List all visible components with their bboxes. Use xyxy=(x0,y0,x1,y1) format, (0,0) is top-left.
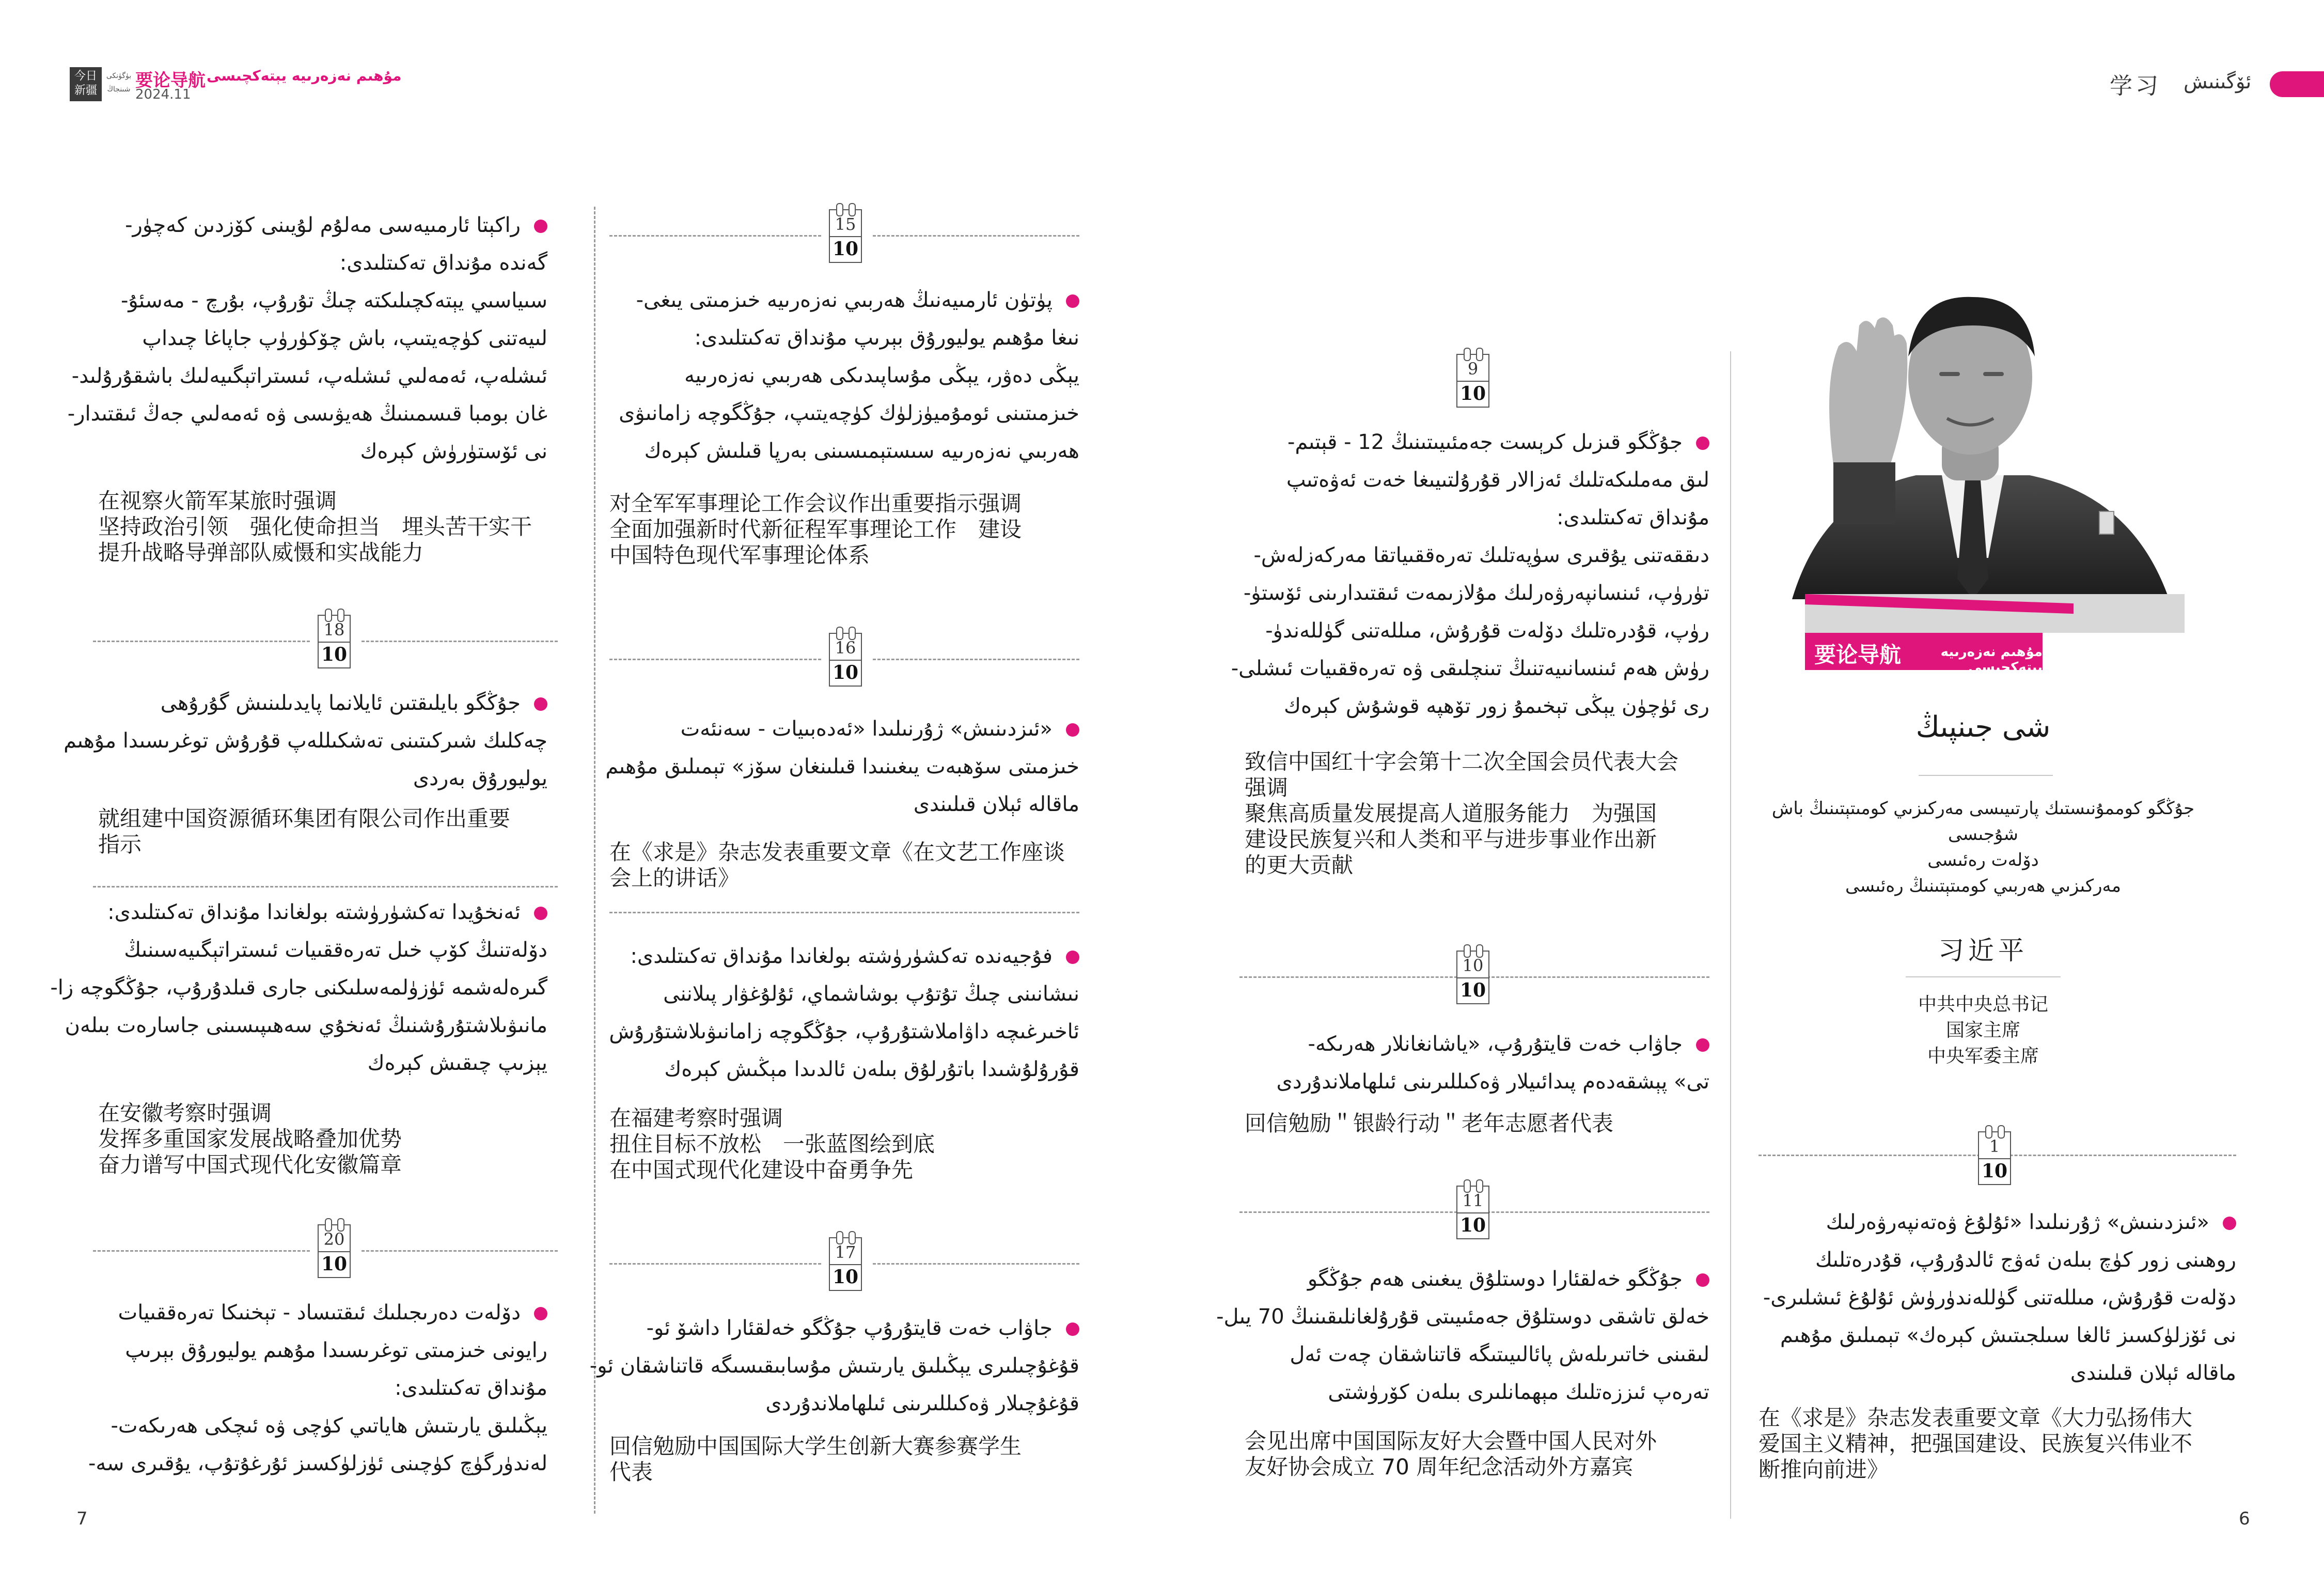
magazine-logo xyxy=(70,67,102,101)
calendar-month: 1 xyxy=(1989,1136,2000,1156)
zh-line: 发挥多重国家发展战略叠加优势 xyxy=(98,1126,402,1151)
ug-line: دۆلەت دەرىجىلىك ئىقتىساد - تېخنىكا تەرەققىيات xyxy=(118,1301,521,1325)
zh-line: 聚焦高质量发展提高人道服务能力 为强国 xyxy=(1245,801,1657,826)
calendar-month: 11 xyxy=(1462,1191,1484,1210)
zh-line: 回信勉励中国国际大学生创新大赛参赛学生 xyxy=(609,1434,1022,1459)
entry-ug-text xyxy=(1216,1260,1709,1411)
ug-line: نىغا مۇھىم يوليورۇق بېرىپ مۇنداق تەكىتلىدى: xyxy=(694,326,1079,350)
entry-zh-text xyxy=(609,1106,1079,1183)
ug-line: چەكلىك شىركىتىنى تەشكىللەپ قۇرۇش توغرىسىدا مۇھىم xyxy=(64,729,547,753)
zh-line: 全面加强新时代新征程军事理论工作 建设 xyxy=(609,517,1022,542)
ug-line: خىزمىتىنى ئومۇميۈزلۈك كۈچەيتىپ، جۇڭگوچە زامانىۋى xyxy=(619,401,1079,425)
entry-ug-text xyxy=(50,894,547,1082)
calendar-day: 10 xyxy=(1457,1212,1488,1236)
date-calendar-icon xyxy=(1456,354,1489,408)
entry-zh-text xyxy=(98,488,553,566)
entry-ug-text xyxy=(64,684,547,798)
zh-line: 就组建中国资源循环集团有限公司作出重要 xyxy=(98,806,511,831)
entry-zh-text xyxy=(609,839,1079,891)
bullet-dot xyxy=(1066,294,1079,308)
ug-line: نى ئۆستۈرۈش كېرەك xyxy=(360,440,547,463)
zh-line: 友好协会成立 70 周年纪念活动外方嘉宾 xyxy=(1245,1454,1634,1480)
zh-line: 代表 xyxy=(609,1459,653,1485)
bullet-dot xyxy=(1066,1322,1079,1336)
zh-line: 奋力谱写中国式现代化安徽篇章 xyxy=(98,1152,402,1177)
date-calendar-icon xyxy=(829,633,862,687)
ug-line: جۇڭگو خەلقئارا دوستلۇق يىغىنى ھەم جۇڭگو xyxy=(1307,1267,1683,1291)
ug-line: لىيەتنى كۈچەيتىپ، باش چۆكۈرۈپ جاپاغا چىداپ xyxy=(142,326,547,350)
bullet-dot xyxy=(1066,951,1079,964)
title-zh-line: 国家主席 xyxy=(1945,1020,2020,1041)
ug-line: فۇجيەندە تەكشۈرۈشتە بولغاندا مۇنداق تەكىتلىدى: xyxy=(630,944,1053,968)
ug-line: مانىۋىلاشتۇرۇشنىڭ ئەنخۇي سەھىپىسىنى جاسارەت بىلەن xyxy=(65,1014,547,1037)
zh-line: 回信勉励＂银龄行动＂老年志愿者代表 xyxy=(1245,1111,1614,1136)
date-calendar-icon xyxy=(1456,951,1489,1004)
zh-line: 建设民族复兴和人类和平与进步事业作出新 xyxy=(1245,827,1657,852)
entry-separator xyxy=(609,235,821,237)
entry-ug-text xyxy=(609,938,1079,1088)
name-zh-underline xyxy=(1906,976,2061,977)
bullet-dot xyxy=(2223,1217,2236,1230)
ug-line: راكېتا ئارمىيەسى مەلۇم لۇيىنى كۆزدىن كەچۈر- xyxy=(125,213,521,237)
bullet-dot xyxy=(534,220,547,233)
ug-line: يېڭىلىق يارىتىش ھاياتىي كۈچى ۋە ئىچكى ھەرىكەت- xyxy=(111,1414,547,1438)
ug-line: جاۋاب خەت قايتۇرۇپ جۇڭگو خەلقئارا داشۆ ئو- xyxy=(646,1316,1053,1340)
bullet-dot xyxy=(1066,723,1079,737)
section-title-ug: مۇھىم نەزەرىيە يېتەكچىسى xyxy=(207,67,402,84)
calendar-day: 10 xyxy=(319,642,350,665)
calendar-month: 16 xyxy=(835,638,856,658)
ug-line: تى» پېشقەدەم پىدائىيلار ۋەكىللىرىنى ئىلھاملاندۇردى xyxy=(1276,1070,1709,1094)
entry-ug-text xyxy=(1231,424,1709,725)
right-header-tab xyxy=(2270,71,2324,97)
ug-line: دۆلەتنىڭ كۆپ خىل تەرەققىيات ئىستراتېگىيەسىنىڭ xyxy=(124,938,547,962)
calendar-month: 20 xyxy=(323,1229,345,1249)
date-calendar-icon xyxy=(318,1224,351,1278)
zh-line: 对全军军事理论工作会议作出重要指示强调 xyxy=(609,491,1022,516)
leader-name-zh: 习近平 xyxy=(1938,936,2028,966)
ug-line: ماقالە ئېلان قىلىندى xyxy=(2070,1361,2236,1385)
leader-title-zh xyxy=(1854,992,2112,1069)
entry-separator xyxy=(93,641,310,642)
ug-line: غان بومبا قىسمىنىڭ ھەيۋىسى ۋە ئەمەلىي جەڭ ئىقتىدار- xyxy=(67,402,547,426)
zh-line: 在安徽考察时强调 xyxy=(98,1100,272,1126)
entry-zh-text xyxy=(609,1434,1079,1485)
calendar-month: 9 xyxy=(1467,359,1479,379)
entry-separator xyxy=(609,1263,821,1265)
ug-line: «ئىزدىنىش» ژۇرنىلىدا «ئەدەبىيات - سەنئەت xyxy=(680,717,1053,741)
ug-line: قۇرۇلۇشىدا باتۇرلۇق بىلەن ئالدىدا مېڭىش كېرەك xyxy=(664,1057,1079,1081)
ug-line: رى ئۈچۈن يېڭى تېخىمۇ زور تۆھپە قوشۇش كېرەك xyxy=(1284,694,1709,718)
ug-line: رايونى خىزمىتى توغرىسىدا مۇھىم يوليورۇق بېرىپ xyxy=(125,1338,547,1362)
title-zh-line: 中央军委主席 xyxy=(1927,1046,2039,1067)
zh-line: 在视察火箭军某旅时强调 xyxy=(98,488,337,513)
entry-separator xyxy=(93,1250,310,1252)
banner-zh: 要论导航 xyxy=(1814,642,1902,667)
bullet-dot xyxy=(1696,1038,1709,1052)
ug-line: قۇغۇچىلىرى يېڭىلىق يارىتىش مۇسابىقىسىگە قاتناشقان ئو- xyxy=(589,1354,1079,1378)
ug-line: خىزمىتى سۆھبەت يىغىنىدا قىلىنغان سۆز» تېمىلىق مۇھىم xyxy=(605,755,1079,779)
entry-separator xyxy=(362,641,558,642)
bullet-dot xyxy=(1696,1273,1709,1287)
calendar-day: 10 xyxy=(1457,977,1488,1001)
zh-line: 会见出席中国国际友好大会暨中国人民对外 xyxy=(1245,1428,1657,1454)
logo-ug-text xyxy=(103,69,134,96)
entry-separator xyxy=(93,886,558,888)
right-header-ug: ئۆگىنىش xyxy=(2184,70,2252,93)
ug-line: رۈش ھەم ئىنسانىيەتنىڭ تىنچلىقى ۋە تەرەققىيات ئىشلى- xyxy=(1231,657,1709,680)
entry-ug-text xyxy=(589,1310,1079,1423)
ug-line: ھەربىي نەزەرىيە سىستېمىسىنى بەرپا قىلىش كېرەك xyxy=(644,439,1079,463)
ug-line: قۇغۇچىلار ۋەكىللىرىنى ئىلھاملاندۇردى xyxy=(765,1392,1079,1415)
bullet-dot xyxy=(534,1307,547,1320)
ug-line: دۆلەت قۇرۇش، مىللەتنى گۈللەندۈرۈش ئۇلۇغ ئىشلىرى- xyxy=(1763,1286,2236,1310)
date-calendar-icon xyxy=(829,1237,862,1291)
entry-zh-text xyxy=(1245,749,1715,878)
ug-line: گىرەلەشمە ئۈزۈلمەسلىكنى جارى قىلدۇرۇپ، جۇڭگوچە زا- xyxy=(50,976,547,1000)
profile-banner xyxy=(1805,633,2043,675)
banner-ug: مۇھىم نەزەرىيە يېتەكچىسى xyxy=(1940,644,2043,675)
ug-line: جاۋاب خەت قايتۇرۇپ، «ياشانغانلار ھەرىكە- xyxy=(1308,1032,1683,1056)
title-ug-line: جۇڭگو كوممۇنىستىك پارتىيىسى مەركىزىي كومىتېتىنىڭ باش شۇجىسى xyxy=(1771,798,2195,845)
section-title-zh: 要论导航 xyxy=(135,70,206,91)
entry-separator xyxy=(873,235,1079,237)
leader-name-ug: شى جىنپىڭ xyxy=(1915,710,2051,744)
ug-line: تەرەپ ئىززەتلىك مېھمانلىرى بىلەن كۆرۈشتى xyxy=(1328,1380,1709,1404)
calendar-day: 10 xyxy=(1979,1158,2010,1182)
page-number-left: 7 xyxy=(76,1508,88,1529)
zh-line: 会上的讲话》 xyxy=(609,865,740,891)
ug-line: لەندۈرگۈچ كۈچىنى ئۈزلۈكسىز ئۇرغۇتۇپ، يۇقىرى سە- xyxy=(88,1452,547,1475)
zh-line: 爱国主义精神，把强国建设、民族复兴伟业不 xyxy=(1758,1431,2193,1456)
ug-line: ئىشلەپ، ئەمەلىي ئىشلەپ، ئىستراتېگىيەلىك باشقۇرۇلىد- xyxy=(71,364,547,388)
ug-line: نى ئۆزلۈكسىز ئالغا سىلجىتىش كېرەك» تېمىلىق مۇھىم xyxy=(1780,1324,2236,1347)
date-calendar-icon xyxy=(1978,1131,2011,1185)
zh-line: 指示 xyxy=(98,832,142,857)
entry-zh-text xyxy=(98,806,553,858)
zh-line: 在《求是》杂志发表重要文章《大力弘扬伟大 xyxy=(1758,1405,2193,1430)
entry-separator xyxy=(609,912,1079,913)
entry-separator xyxy=(873,1263,1079,1265)
logo-ug-line1: بۈگۈنكى xyxy=(106,72,132,80)
bullet-dot xyxy=(534,907,547,920)
ug-line: يوليورۇق بەردى xyxy=(413,767,547,790)
bullet-dot xyxy=(1696,437,1709,450)
zh-line: 在《求是》杂志发表重要文章《在文艺工作座谈 xyxy=(609,839,1065,865)
leader-portrait xyxy=(1761,269,2185,630)
title-ug-line: دۆلەت رەئىسى xyxy=(1927,850,2039,870)
entry-ug-text xyxy=(88,1294,547,1483)
calendar-day: 10 xyxy=(830,1264,861,1288)
zh-line: 的更大贡献 xyxy=(1245,852,1354,878)
entry-ug-text xyxy=(1239,1025,1709,1101)
zh-line: 致信中国红十字会第十二次全国会员代表大会 xyxy=(1245,749,1679,774)
ug-line: رۈپ، قۇدرەتلىك دۆلەت قۇرۇش، مىللەتنى گۈللەندۈ- xyxy=(1265,619,1709,643)
entry-zh-text xyxy=(98,1100,553,1178)
ug-line: لىقىنى خاتىرىلەش پائالىيىتىگە قاتناشقان چەت ئەل xyxy=(1290,1343,1709,1366)
ug-line: تۈرۈپ، ئىنسانپەرۋەرلىك مۇلازىمەت ئىقتىدارىنى ئۆستۈ- xyxy=(1243,581,1709,605)
ug-line: پۈتۈن ئارمىيەنىڭ ھەربىي نەزەرىيە خىزمىتى يىغى- xyxy=(636,288,1053,312)
date-calendar-icon xyxy=(1456,1186,1489,1239)
zh-line: 强调 xyxy=(1245,775,1289,800)
entry-zh-text xyxy=(1758,1405,2236,1483)
logo-top: 今日 xyxy=(74,70,97,83)
ug-line: ئاخىرغىچە داۋاملاشتۇرۇپ، جۇڭگوچە زامانىۋىلاشتۇرۇش xyxy=(609,1020,1079,1044)
bullet-dot xyxy=(534,697,547,711)
ug-line: مۇنداق تەكىتلىدى: xyxy=(1557,506,1709,530)
leader-title-ug xyxy=(1740,796,2226,899)
ug-line: ماقالە ئېلان قىلىندى xyxy=(913,792,1079,816)
ug-line: جۇڭگو بايلىقتىن ئايلانما پايدىلىنىش گۇرۇھى xyxy=(160,691,521,715)
calendar-day: 10 xyxy=(830,660,861,683)
entry-ug-text xyxy=(605,710,1079,823)
ug-line: روھىنى زور كۈچ بىلەن ئەۋج ئالدۇرۇپ، قۇدرەتلىك xyxy=(1815,1248,2236,1272)
ug-line: يېڭى دەۋر، يېڭى مۇساپىدىكى ھەربىي نەزەرىيە xyxy=(684,364,1079,387)
zh-line: 在中国式现代化建设中奋勇争先 xyxy=(609,1157,914,1182)
zh-line: 坚持政治引领 强化使命担当 埋头苦干实干 xyxy=(98,514,532,539)
ug-line: «ئىزدىنىش» ژۇرنىلىدا «ئۇلۇغ ۋەتەنپەرۋەرلىك xyxy=(1826,1210,2209,1234)
date-calendar-icon xyxy=(829,209,862,263)
column-divider-left xyxy=(594,207,595,1514)
entry-zh-text xyxy=(1245,1428,1715,1480)
date-calendar-icon xyxy=(318,615,351,668)
ug-line: سىياسىي يېتەكچىلىكتە چىڭ تۇرۇپ، بۇرچ - مەسئۇ- xyxy=(120,289,547,313)
title-zh-line: 中共中央总书记 xyxy=(1918,994,2048,1015)
entry-ug-text xyxy=(609,282,1079,470)
ug-line: جۇڭگو قىزىل كرېست جەمئىيىتىنىڭ 12 - قېتىم- xyxy=(1287,430,1683,454)
calendar-day: 10 xyxy=(830,236,861,260)
ug-line: خەلق تاشقى دوستلۇق جەمئىيىتى قۇرۇلغانلىقىنىڭ 70 يىل- xyxy=(1216,1305,1709,1329)
calendar-month: 15 xyxy=(835,214,856,234)
entry-separator xyxy=(609,659,821,660)
entry-zh-text xyxy=(609,491,1079,568)
zh-line: 提升战略导弹部队威慑和实战能力 xyxy=(98,540,424,565)
calendar-month: 18 xyxy=(323,620,345,640)
zh-line: 断推向前进》 xyxy=(1758,1457,1889,1482)
ug-line: نىشانىنى چىڭ تۇتۇپ بوشاشماي، ئۇلۇغۋار پىلاننى xyxy=(663,982,1079,1006)
right-header-zh: 学习 xyxy=(2110,73,2161,99)
name-underline xyxy=(1919,775,2053,776)
entry-separator xyxy=(873,659,1079,660)
calendar-month: 17 xyxy=(835,1242,856,1262)
ug-line: مۇنداق تەكىتلىدى: xyxy=(395,1376,547,1400)
title-ug-line: مەركىزىي ھەربىي كومىتېتىنىڭ رەئىسى xyxy=(1845,876,2121,896)
calendar-day: 10 xyxy=(1457,381,1488,404)
calendar-day: 10 xyxy=(319,1251,350,1275)
zh-line: 中国特色现代军事理论体系 xyxy=(609,542,870,568)
ug-line: لىق مەملىكەتلىك ئەزالار قۇرۇلتىيىغا خەت ئەۋەتىپ xyxy=(1286,468,1709,492)
ug-line: گەندە مۇنداق تەكىتلىدى: xyxy=(339,251,547,275)
logo-bottom: 新疆 xyxy=(74,84,97,97)
ug-line: دىققەتنى يۇقىرى سۈپەتلىك تەرەققىياتقا مەركەزلەش- xyxy=(1253,543,1709,567)
column-divider-right xyxy=(1730,351,1731,1519)
zh-line: 在福建考察时强调 xyxy=(609,1106,783,1131)
issue-date: 2024.11 xyxy=(135,87,191,102)
logo-ug-line2: شىنجاڭ xyxy=(107,85,131,94)
ug-line: يېزىپ چىقىش كېرەك xyxy=(367,1051,547,1075)
entry-zh-text xyxy=(1245,1111,1715,1136)
entry-ug-text xyxy=(1758,1204,2236,1392)
ug-line: ئەنخۇيدا تەكشۈرۈشتە بولغاندا مۇنداق تەكىتلىدى: xyxy=(107,900,521,924)
calendar-month: 10 xyxy=(1462,956,1484,975)
entry-ug-text xyxy=(67,207,547,471)
entry-separator xyxy=(362,1250,558,1252)
page-number-right: 6 xyxy=(2239,1508,2250,1529)
zh-line: 扭住目标不放松 一张蓝图绘到底 xyxy=(609,1131,935,1157)
